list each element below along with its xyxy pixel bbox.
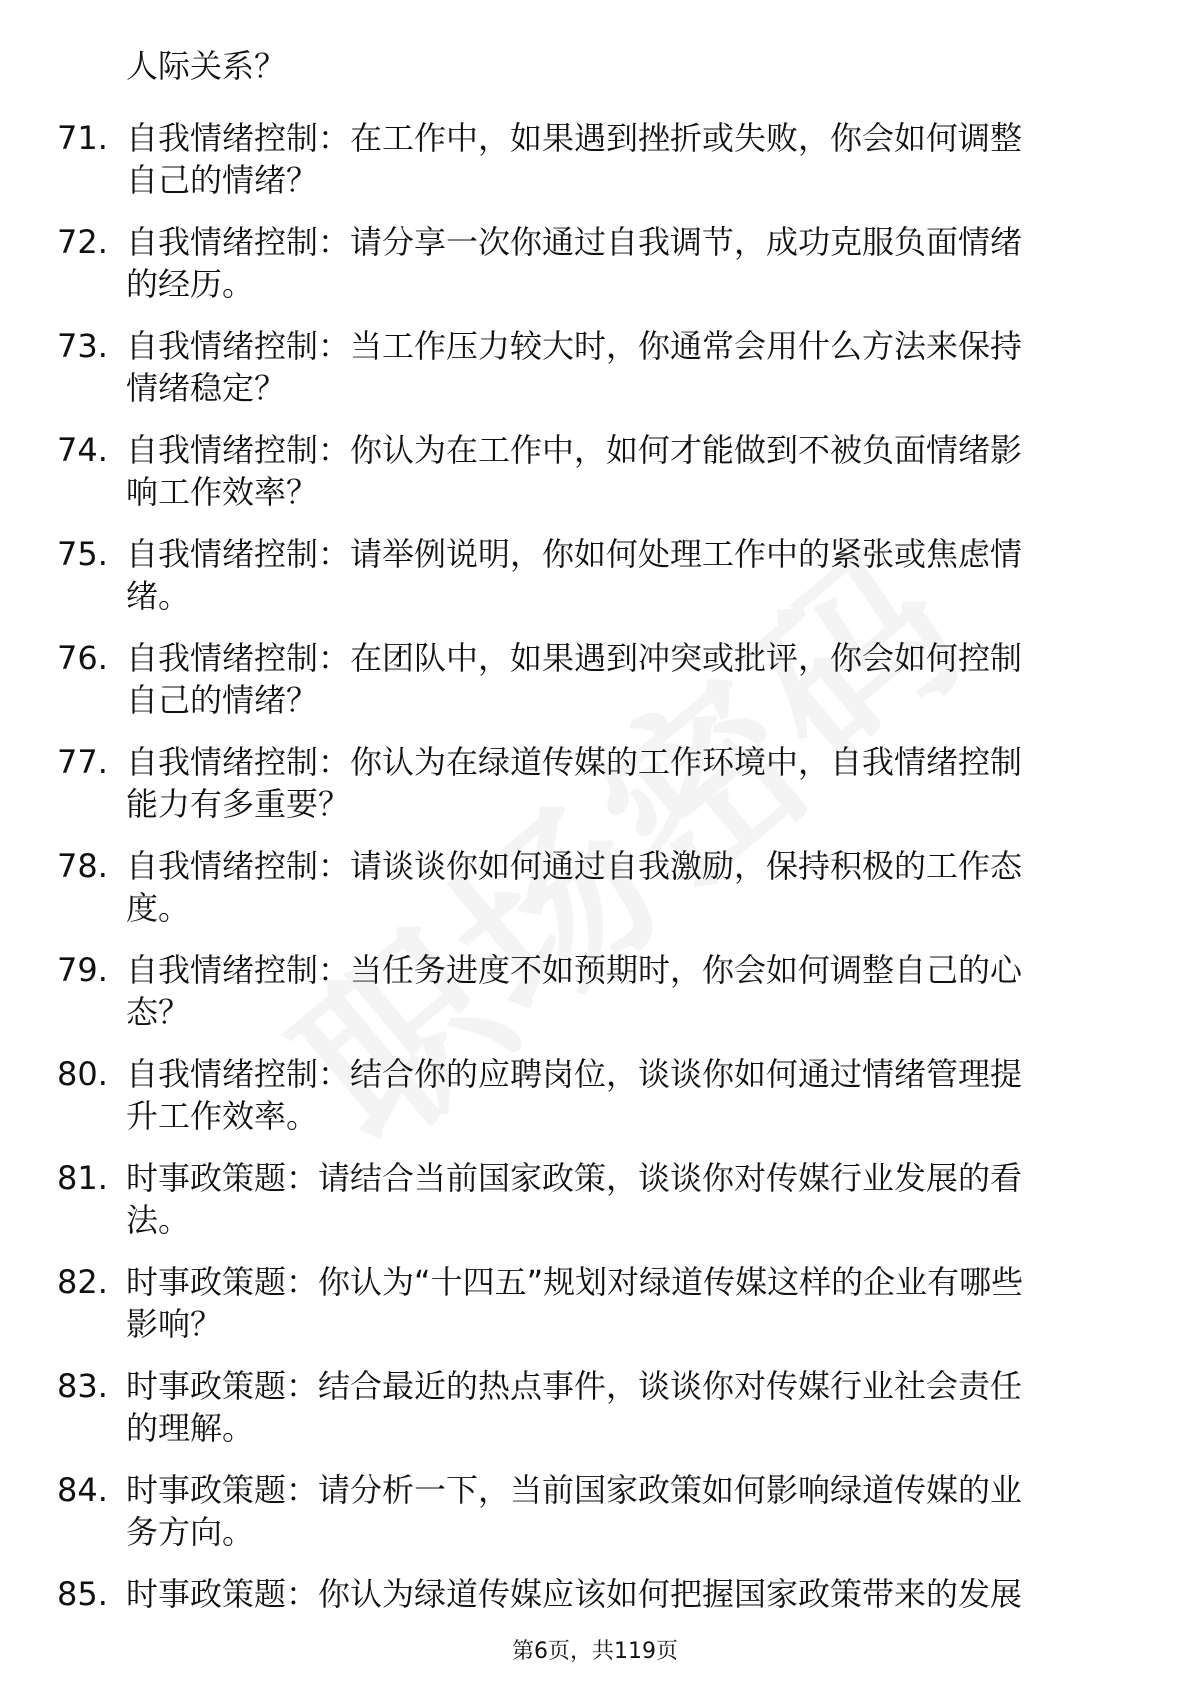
item-text-line2: 务方向。 [126,1513,255,1551]
item-text-line2: 的经历。 [126,265,255,303]
item-text-line2: 升工作效率。 [126,1097,319,1135]
item-text-line2: 法。 [126,1201,191,1239]
item-text-line1: 自我情绪控制：当工作压力较大时，你通常会用什么方法来保持 [126,327,1023,365]
item-number: 84. [57,1471,108,1509]
item-number: 76. [57,639,108,677]
item-number: 81. [57,1159,108,1197]
item-number: 77. [57,743,108,781]
item-number: 85. [57,1575,108,1613]
item-text-line1: 自我情绪控制：结合你的应聘岗位，谈谈你如何通过情绪管理提 [126,1055,1023,1093]
continuation-block [0,46,1190,118]
item-text-line2: 自己的情绪？ [126,161,319,199]
list-item [0,846,1190,950]
item-text-line2: 度。 [126,889,191,927]
item-text-line1: 自我情绪控制：你认为在绿道传媒的工作环境中，自我情绪控制 [126,743,1023,781]
item-text-line2: 的理解。 [126,1409,255,1447]
item-text-line1: 自我情绪控制：请举例说明，你如何处理工作中的紧张或焦虑情 [126,535,1023,573]
list-item [0,638,1190,742]
page-footer: 第6页，共119页 [512,1639,678,1664]
item-text-line2: 响工作效率？ [126,473,319,511]
list-item [0,1158,1190,1262]
item-text-line1: 时事政策题：请结合当前国家政策，谈谈你对传媒行业发展的看 [126,1159,1023,1197]
item-number: 71. [57,119,108,157]
list-item [0,118,1190,222]
item-text-line1: 时事政策题：你认为绿道传媒应该如何把握国家政策带来的发展 [126,1575,1023,1613]
list-item [0,222,1190,326]
list-item [0,950,1190,1054]
item-number: 83. [57,1367,108,1405]
item-number: 82. [57,1263,108,1301]
item-text-line1: 时事政策题：请分析一下，当前国家政策如何影响绿道传媒的业 [126,1471,1023,1509]
continuation-text: 人际关系？ [126,47,287,85]
item-text-line1: 自我情绪控制：请分享一次你通过自我调节，成功克服负面情绪 [126,223,1023,261]
list-item [0,534,1190,638]
question-list [0,46,1190,1678]
list-item [0,1054,1190,1158]
list-item [0,326,1190,430]
item-text-line2: 绪。 [126,577,191,615]
item-text-line2: 情绪稳定？ [126,369,287,407]
list-item [0,742,1190,846]
item-text-line2: 能力有多重要？ [126,785,351,823]
list-item [0,430,1190,534]
item-text-line1: 自我情绪控制：在工作中，如果遇到挫折或失败，你会如何调整 [126,119,1023,157]
item-text-line1: 自我情绪控制：请谈谈你如何通过自我激励，保持积极的工作态 [126,847,1023,885]
item-text-line2: 态？ [126,993,191,1031]
item-number: 75. [57,535,108,573]
list-item [0,1262,1190,1366]
item-text-line1: 自我情绪控制：在团队中，如果遇到冲突或批评，你会如何控制 [126,639,1023,677]
item-text-line2: 自己的情绪？ [126,681,319,719]
item-text-line1: 时事政策题：结合最近的热点事件，谈谈你对传媒行业社会责任 [126,1367,1023,1405]
item-number: 78. [57,847,108,885]
item-number: 72. [57,223,108,261]
item-text-line1: 自我情绪控制：当任务进度不如预期时，你会如何调整自己的心 [126,951,1023,989]
item-number: 74. [57,431,108,469]
list-item [0,1470,1190,1574]
item-text-line1: 自我情绪控制：你认为在工作中，如何才能做到不被负面情绪影 [126,431,1023,469]
list-item [0,1366,1190,1470]
item-number: 73. [57,327,108,365]
item-text-line2: 影响？ [126,1305,223,1343]
item-text-line1: 时事政策题：你认为“十四五”规划对绿道传媒这样的企业有哪些 [126,1263,1024,1301]
item-number: 79. [57,951,108,989]
item-number: 80. [57,1055,108,1093]
